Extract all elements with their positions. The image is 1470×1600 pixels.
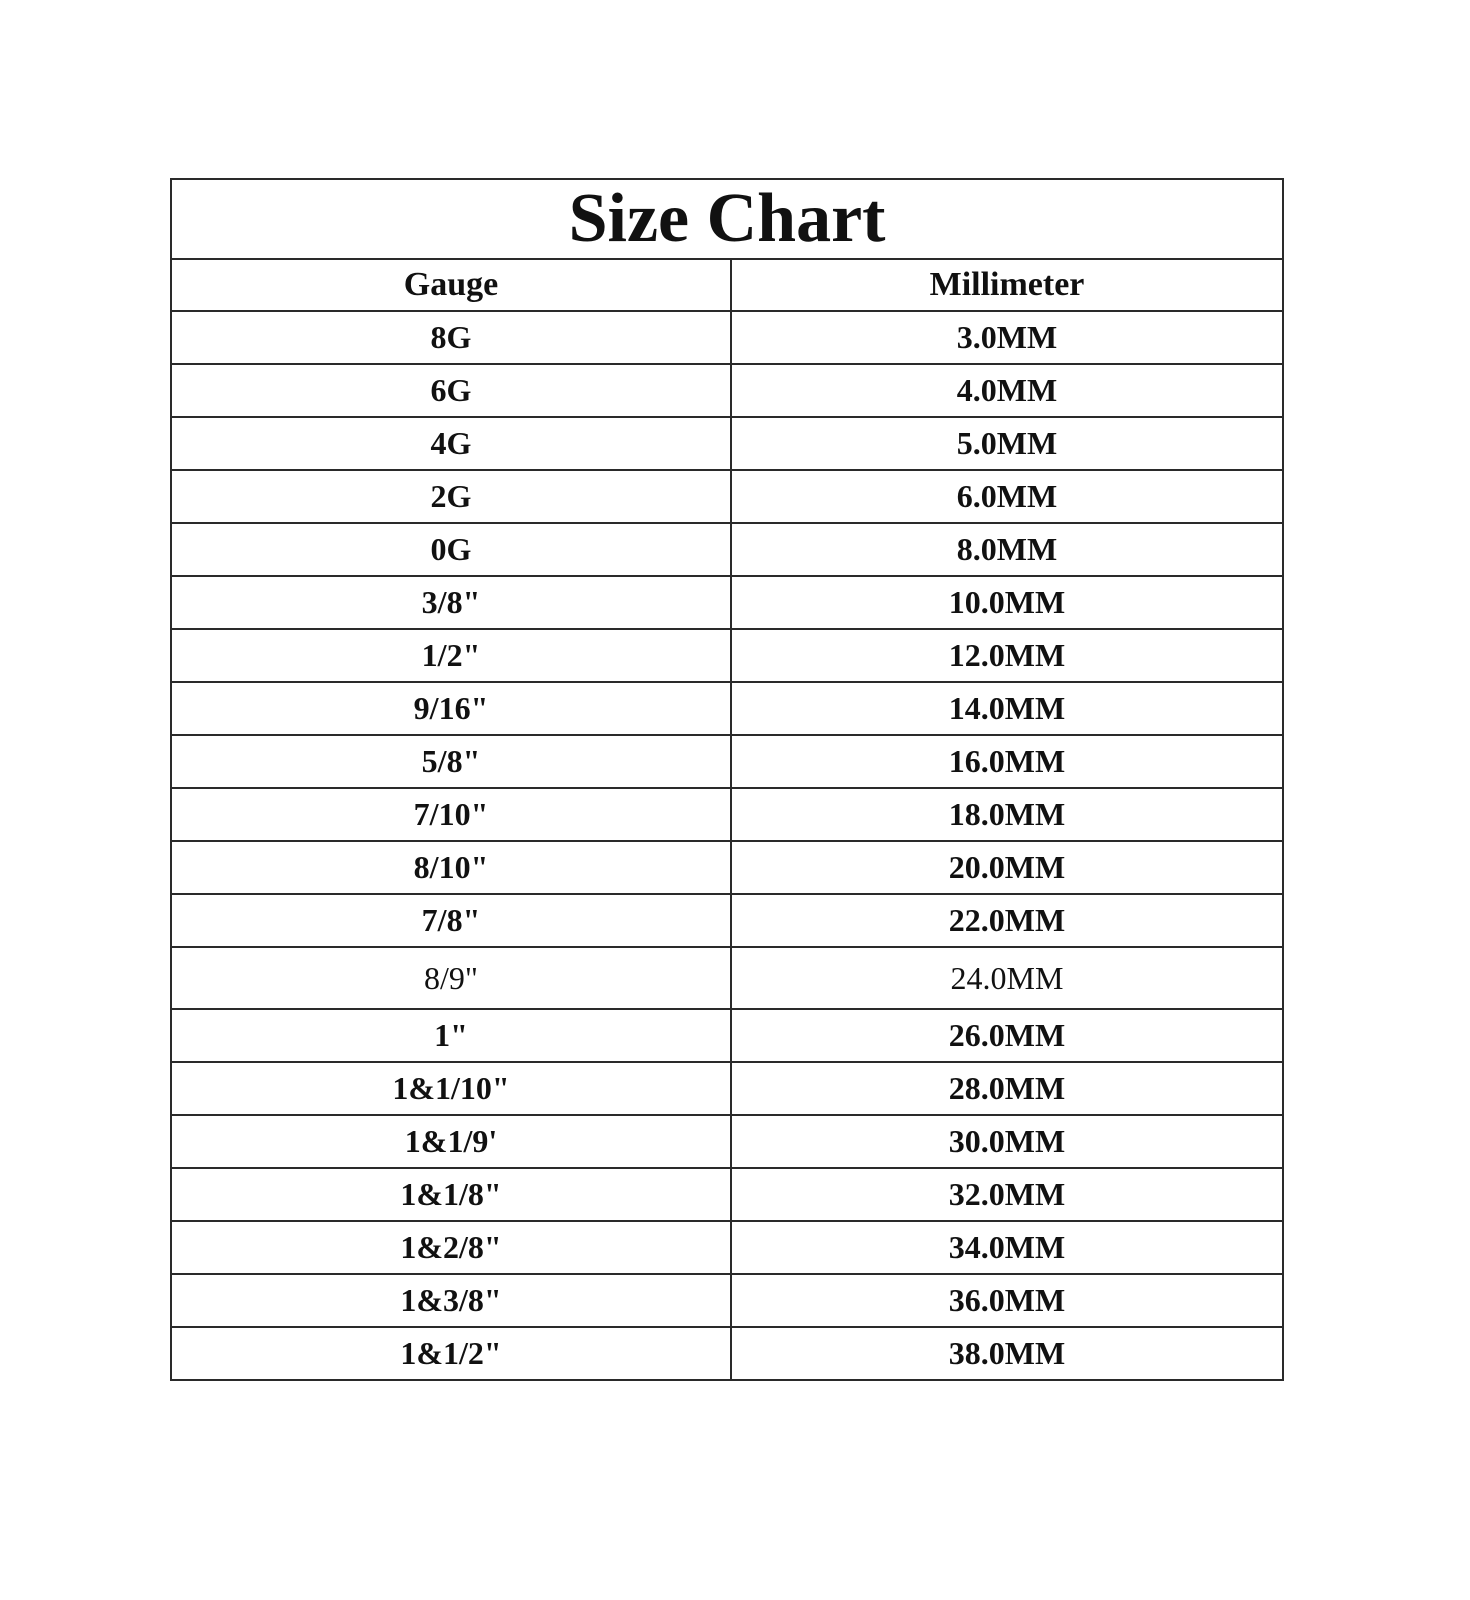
millimeter-cell: 24.0MM — [731, 947, 1283, 1009]
table-row — [171, 470, 1283, 523]
millimeter-cell: 12.0MM — [731, 629, 1283, 682]
table-row — [171, 629, 1283, 682]
table-row — [171, 417, 1283, 470]
millimeter-cell: 30.0MM — [731, 1115, 1283, 1168]
gauge-cell: 9/16" — [171, 682, 731, 735]
gauge-cell: 4G — [171, 417, 731, 470]
millimeter-cell: 5.0MM — [731, 417, 1283, 470]
table-row — [171, 1062, 1283, 1115]
table-row — [171, 735, 1283, 788]
table-row — [171, 311, 1283, 364]
gauge-cell: 5/8" — [171, 735, 731, 788]
table-row — [171, 788, 1283, 841]
millimeter-cell: 34.0MM — [731, 1221, 1283, 1274]
table-row — [171, 1115, 1283, 1168]
table-row — [171, 947, 1283, 1009]
gauge-cell: 1" — [171, 1009, 731, 1062]
title-row — [171, 179, 1283, 259]
gauge-cell: 7/10" — [171, 788, 731, 841]
gauge-cell: 1&3/8" — [171, 1274, 731, 1327]
gauge-cell: 1&1/2" — [171, 1327, 731, 1380]
millimeter-cell: 6.0MM — [731, 470, 1283, 523]
chart-title: Size Chart — [171, 179, 1283, 259]
millimeter-cell: 4.0MM — [731, 364, 1283, 417]
gauge-cell: 1/2" — [171, 629, 731, 682]
table-row — [171, 894, 1283, 947]
gauge-cell: 1&1/10" — [171, 1062, 731, 1115]
millimeter-cell: 20.0MM — [731, 841, 1283, 894]
table-row — [171, 682, 1283, 735]
millimeter-cell: 16.0MM — [731, 735, 1283, 788]
table-row — [171, 1327, 1283, 1380]
gauge-cell: 8G — [171, 311, 731, 364]
millimeter-cell: 38.0MM — [731, 1327, 1283, 1380]
table-row — [171, 1168, 1283, 1221]
gauge-column-header: Gauge — [171, 259, 731, 311]
millimeter-cell: 18.0MM — [731, 788, 1283, 841]
gauge-cell: 8/9" — [171, 947, 731, 1009]
millimeter-cell: 3.0MM — [731, 311, 1283, 364]
table-row — [171, 576, 1283, 629]
gauge-cell: 2G — [171, 470, 731, 523]
millimeter-cell: 14.0MM — [731, 682, 1283, 735]
table-row — [171, 364, 1283, 417]
gauge-cell: 0G — [171, 523, 731, 576]
gauge-cell: 1&1/8" — [171, 1168, 731, 1221]
gauge-cell: 1&1/9' — [171, 1115, 731, 1168]
gauge-cell: 3/8" — [171, 576, 731, 629]
gauge-cell: 1&2/8" — [171, 1221, 731, 1274]
millimeter-cell: 22.0MM — [731, 894, 1283, 947]
table-row — [171, 523, 1283, 576]
gauge-cell: 7/8" — [171, 894, 731, 947]
millimeter-cell: 32.0MM — [731, 1168, 1283, 1221]
table-row — [171, 1221, 1283, 1274]
millimeter-column-header: Millimeter — [731, 259, 1283, 311]
table-row — [171, 841, 1283, 894]
gauge-cell: 8/10" — [171, 841, 731, 894]
millimeter-cell: 8.0MM — [731, 523, 1283, 576]
millimeter-cell: 26.0MM — [731, 1009, 1283, 1062]
millimeter-cell: 36.0MM — [731, 1274, 1283, 1327]
millimeter-cell: 28.0MM — [731, 1062, 1283, 1115]
millimeter-cell: 10.0MM — [731, 576, 1283, 629]
header-row — [171, 259, 1283, 311]
table-row — [171, 1274, 1283, 1327]
table-row — [171, 1009, 1283, 1062]
size-chart-table — [170, 178, 1284, 1381]
gauge-cell: 6G — [171, 364, 731, 417]
